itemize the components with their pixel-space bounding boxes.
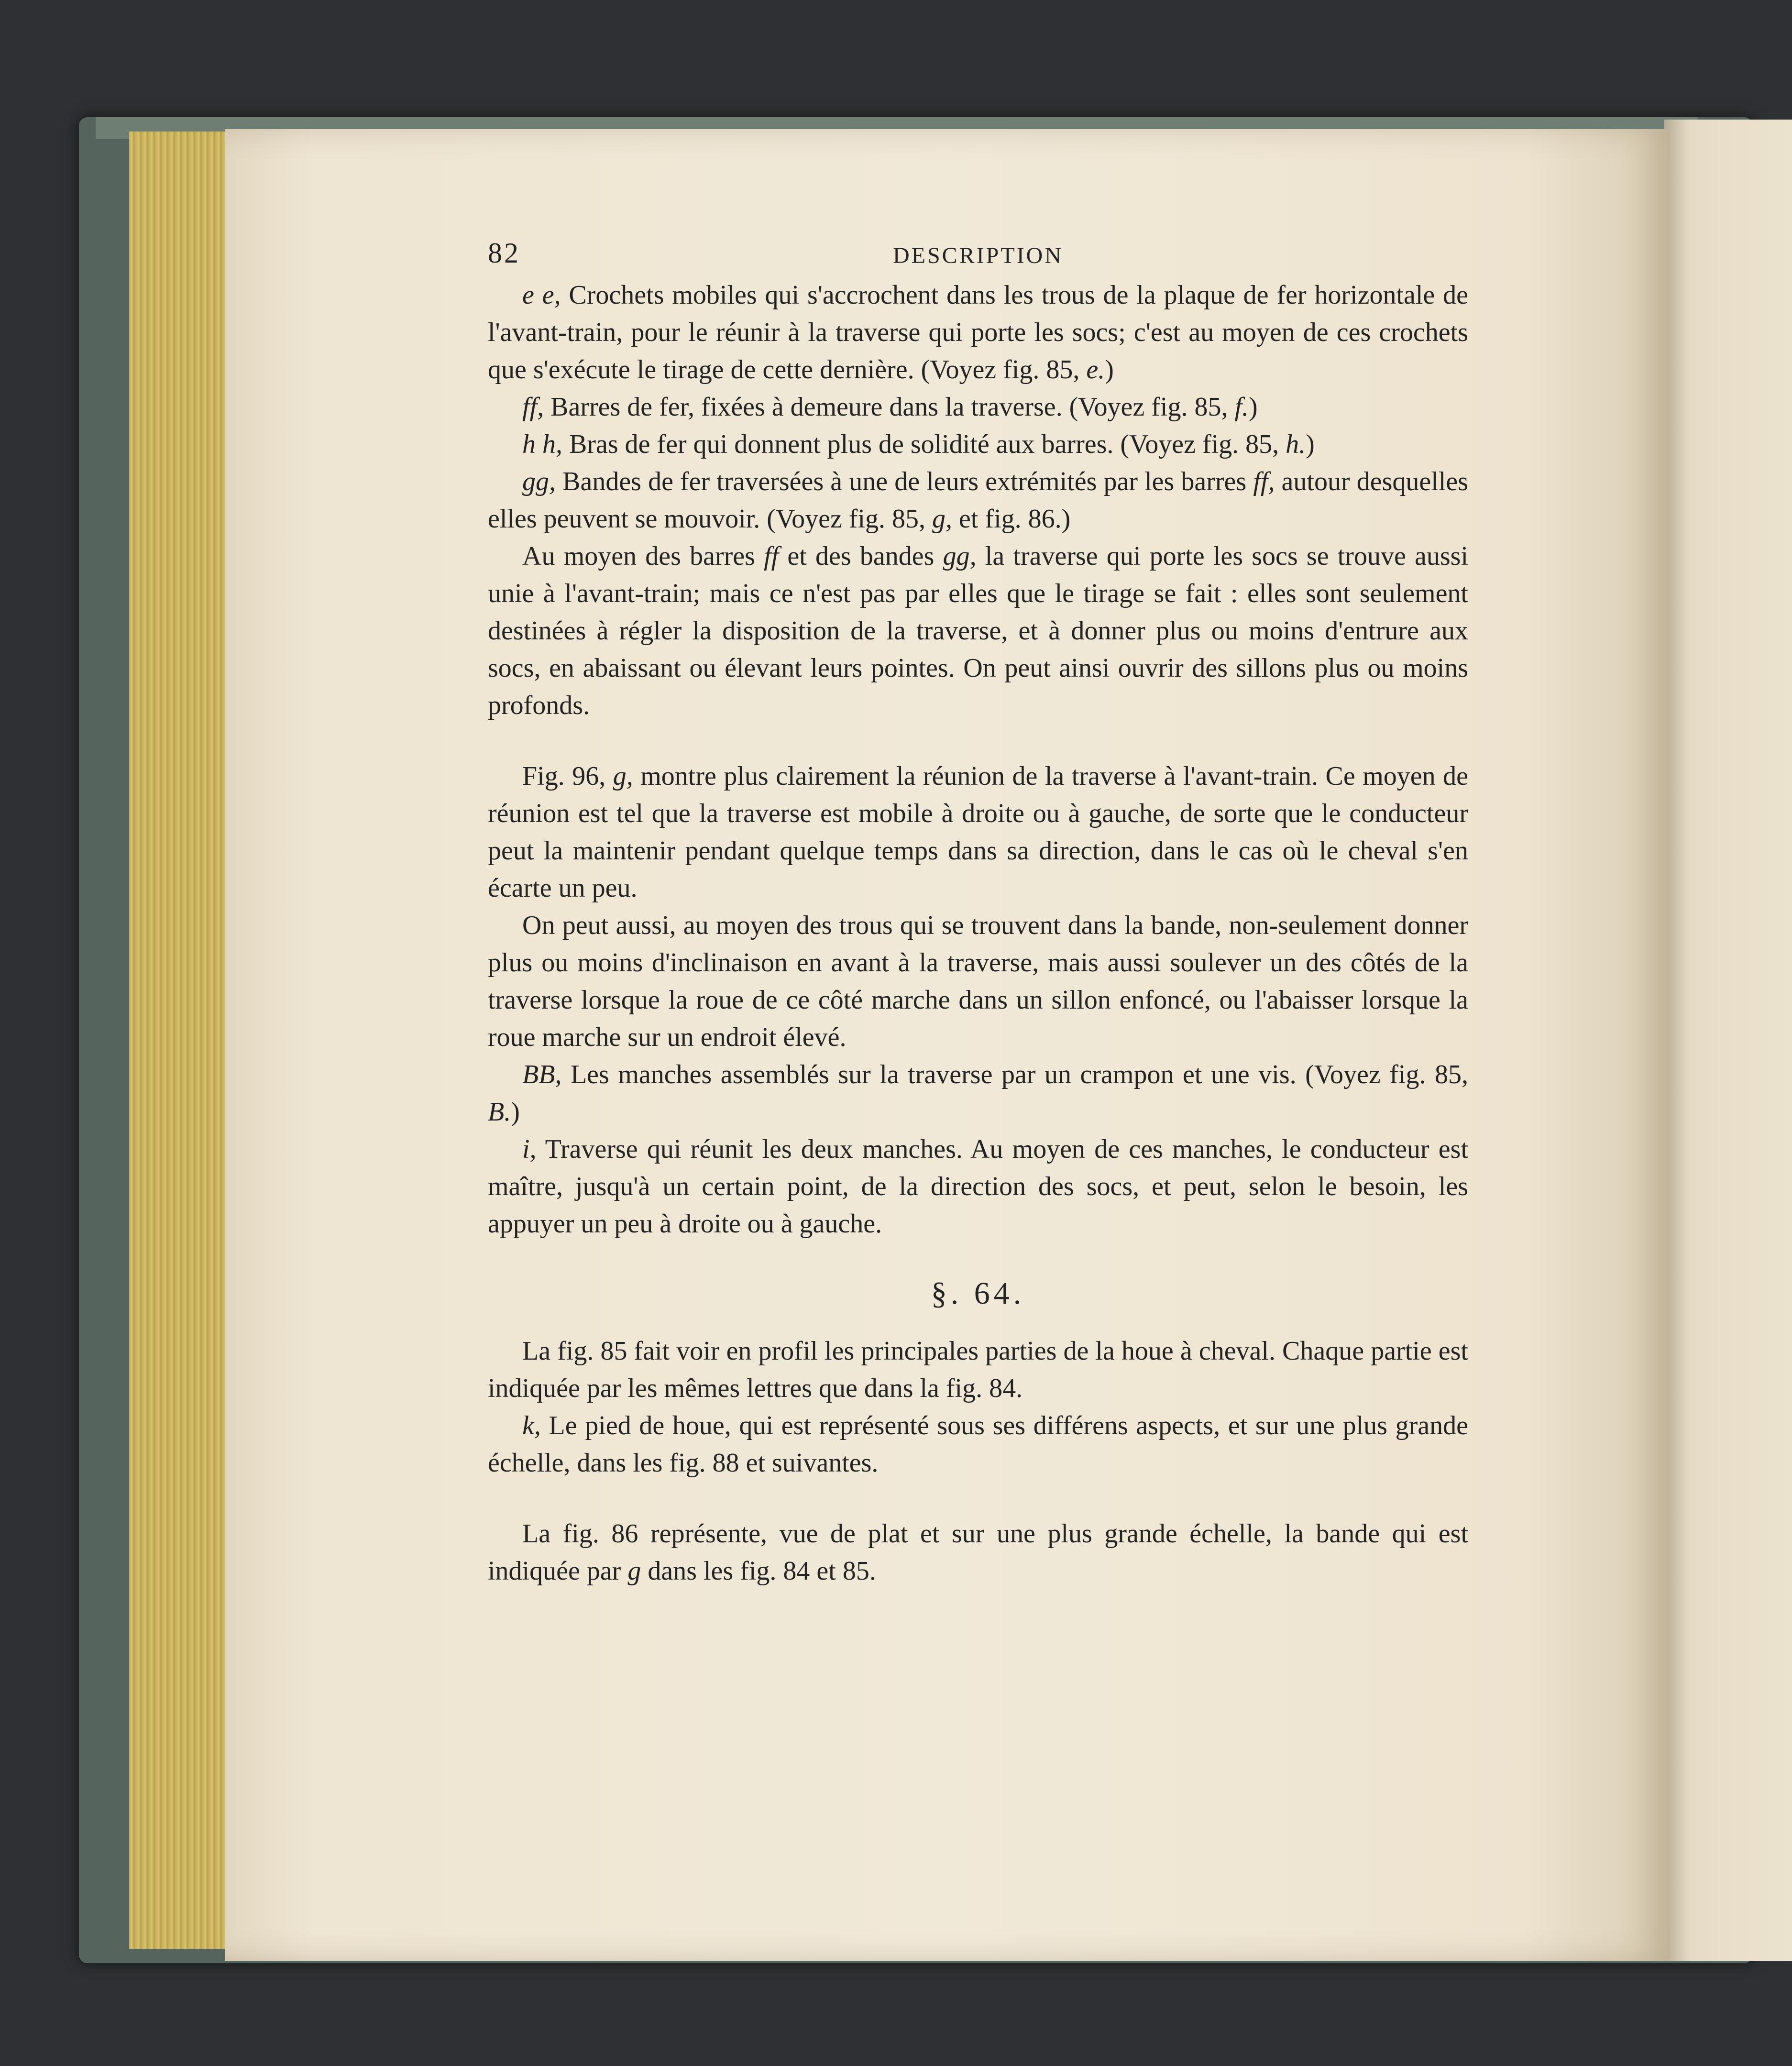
- figure-ref: ff,: [1253, 467, 1275, 496]
- paragraph-text: La fig. 85 fait voir en profil les principales parties de la houe à cheval. Chaque partie est indiquée par les mêmes lettres que dans la fig. 84.: [488, 1336, 1468, 1403]
- figure-ref: g: [627, 1556, 641, 1586]
- running-head: [488, 234, 1468, 273]
- paragraph-text: dans les fig. 84 et 85.: [641, 1556, 876, 1586]
- paragraph-end: ): [511, 1097, 520, 1127]
- paragraph-text: et des bandes: [779, 541, 943, 571]
- paragraph-text: montre plus clairement la réunion de la traverse à l'avant-train. Ce moyen de réunion est tel que la traverse est mobile à droite ou à gauche, de sorte que le conducteur peut la maintenir pendant quelque temps dans sa direction, dans le cas où le cheval s'en écarte un peu.: [488, 761, 1469, 903]
- paragraph-fig96: [488, 758, 1468, 907]
- figure-ref: f.: [1234, 392, 1249, 422]
- figure-ref: g,: [932, 504, 953, 534]
- paragraph-ff: [488, 388, 1468, 426]
- paragraph-trous: [488, 907, 1468, 1056]
- item-letter: k,: [522, 1411, 541, 1440]
- paragraph-fig85: [488, 1332, 1468, 1407]
- figure-ref: ff: [764, 541, 779, 571]
- paragraph-k: [488, 1407, 1468, 1482]
- page-content: [488, 234, 1468, 1590]
- page-number: 82: [488, 237, 520, 269]
- paragraph-text: Traverse qui réunit les deux manches. Au moyen de ces manches, le conducteur est maître, jusqu'à un certain point, de la direction des socs, et peut, selon le besoin, les appuyer un peu à droite ou à gauche.: [488, 1134, 1468, 1239]
- figure-ref: gg,: [943, 541, 977, 571]
- paragraph-text: La fig. 86 représente, vue de plat et sur une plus grande échelle, la bande qui est indiquée par: [488, 1519, 1468, 1586]
- paragraph-hh: [488, 426, 1468, 463]
- figure-ref: g,: [613, 761, 633, 791]
- paragraph-text: Crochets mobiles qui s'accrochent dans les trous de la plaque de fer horizontale de l'avant-train, pour le réunir à la traverse qui porte les socs; c'est au moyen de ces crochets que s'exécute le tirage de cette dernière. (Voyez fig. 85,: [488, 280, 1468, 385]
- figure-ref: h.: [1286, 429, 1306, 459]
- paragraph-text: Bandes de fer traversées à une de leurs extrémités par les barres: [556, 467, 1253, 496]
- paragraph-text: autour desquelles elles peuvent se mouvoir. (Voyez fig. 85,: [488, 467, 1468, 534]
- paragraph-bb: [488, 1056, 1468, 1131]
- paragraph-text: Barres de fer, fixées à demeure dans la traverse. (Voyez fig. 85,: [544, 392, 1235, 422]
- paragraph-end: ): [1249, 392, 1258, 422]
- facing-page: [1664, 120, 1792, 1961]
- paragraph-text: Au moyen des barres: [522, 541, 764, 571]
- paragraph-ee: [488, 276, 1468, 388]
- paragraph-end: et fig. 86.): [952, 504, 1071, 534]
- running-head-title: DESCRIPTION: [892, 243, 1064, 268]
- paragraph-text: On peut aussi, au moyen des trous qui se trouvent dans la bande, non-seulement donner plus ou moins d'inclinaison en avant à la traverse, mais aussi soulever un des côtés de la traverse lorsque la roue de ce côté marche dans un sillon enfoncé, ou l'abaisser lorsque la roue marche sur un endroit élevé.: [488, 911, 1468, 1052]
- paragraph-text: Les manches assemblés sur la traverse par un crampon et une vis. (Voyez fig. 85,: [561, 1060, 1468, 1089]
- paragraph-end: ): [1105, 355, 1114, 385]
- paragraph-text: Fig. 96,: [522, 761, 613, 791]
- section-heading: §. 64.: [931, 1276, 1025, 1311]
- item-letter: ff,: [522, 392, 544, 422]
- paragraph-fig86: [488, 1515, 1468, 1590]
- paragraph-text: Le pied de houe, qui est représenté sous ses différens aspects, et sur une plus grande échelle, dans les fig. 88 et suivantes.: [488, 1411, 1468, 1478]
- item-letter: gg,: [522, 467, 556, 496]
- page-edges: [129, 132, 234, 1949]
- figure-ref: e.: [1086, 355, 1105, 385]
- paragraph-text: la traverse qui porte les socs se trouve aussi unie à l'avant-train; mais ce n'est pas par elles que le tirage se fait : elles sont seulement destinées à régler la disposition de la traverse, et à donner plus ou moins d'entrure aux socs, en abaissant ou élevant leurs pointes. On peut ainsi ouvrir des sillons plus ou moins profonds.: [488, 541, 1469, 720]
- item-letter: e e,: [522, 280, 561, 310]
- paragraph-gg: [488, 463, 1468, 538]
- paragraph-barres: [488, 538, 1468, 724]
- item-letter: i,: [522, 1134, 537, 1164]
- figure-ref: B.: [488, 1097, 511, 1127]
- item-letter: h h,: [522, 429, 562, 459]
- paragraph-i: [488, 1131, 1468, 1242]
- paragraph-end: ): [1306, 429, 1315, 459]
- paragraph-text: Bras de fer qui donnent plus de solidité aux barres. (Voyez fig. 85,: [562, 429, 1286, 459]
- item-letter: BB,: [522, 1060, 562, 1089]
